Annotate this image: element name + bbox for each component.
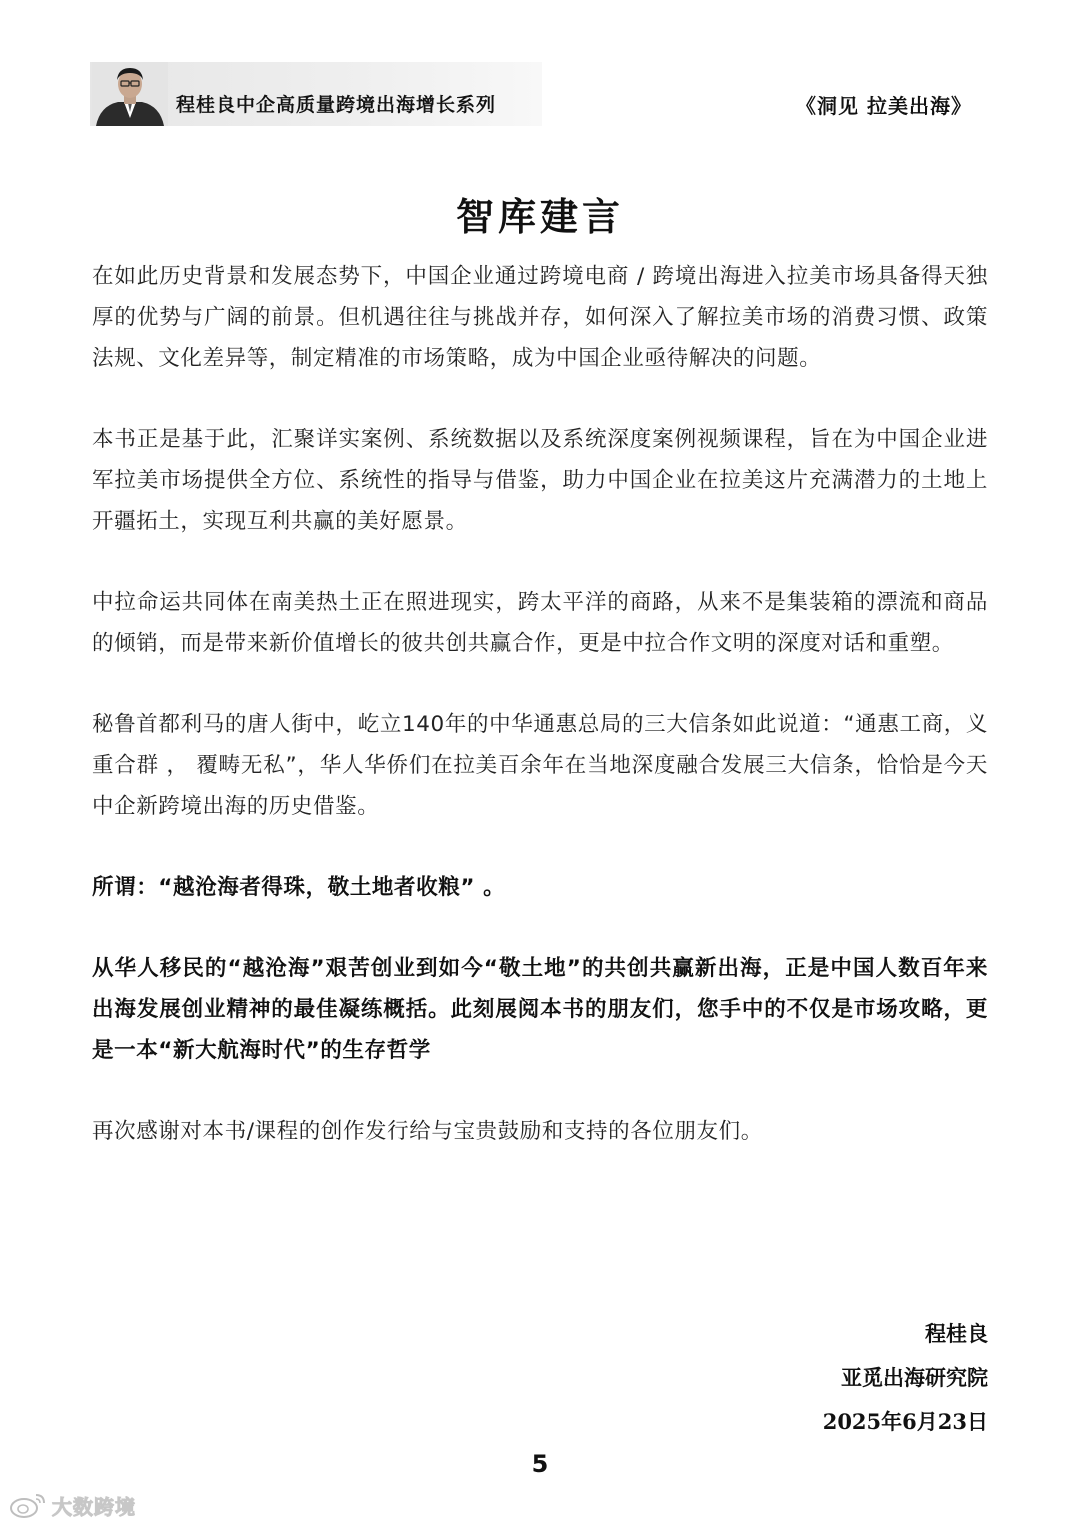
body-text: [92, 256, 988, 1192]
signature-date: 2025年6月23日: [822, 1409, 988, 1434]
paragraph-5-quote: 所谓：“越沧海者得珠，敬土地者收粮” 。: [92, 875, 506, 900]
author-avatar: [92, 62, 168, 126]
book-title: 《洞见 拉美出海》: [796, 94, 972, 118]
signature-name: 程桂良: [925, 1321, 988, 1346]
paragraph-3: 中拉命运共同体在南美热土正在照进现实，跨太平洋的商路，从来不是集装箱的漂流和商品的倾销，而是带来新价值增长的彼共创共赢合作，更是中拉合作文明的深度对话和重塑。: [92, 590, 988, 656]
weibo-logo-icon: [8, 1491, 48, 1519]
signature-organization: 亚觅出海研究院: [841, 1365, 988, 1390]
paragraph-7-thanks: 再次感谢对本书/课程的创作发行给与宝贵鼓励和支持的各位朋友们。: [92, 1119, 763, 1144]
paragraph-1: 在如此历史背景和发展态势下，中国企业通过跨境电商 / 跨境出海进入拉美市场具备得天独厚的优势与广阔的前景。但机遇往往与挑战并存，如何深入了解拉美市场的消费习惯、政策法规、文化差异等，制定精准的市场策略，成为中国企业亟待解决的问题。: [92, 264, 988, 371]
series-title: 程桂良中企高质量跨境出海增长系列: [176, 94, 497, 116]
paragraph-6-summary: 从华人移民的“越沧海”艰苦创业到如今“敬土地”的共创共赢新出海，正是中国人数百年来出海发展创业精神的最佳凝练概括。此刻展阅本书的朋友们，您手中的不仅是市场攻略，更是一本“新大航海时代”的生存哲学: [92, 956, 988, 1063]
watermark-text: 大数跨境: [52, 1494, 136, 1519]
page-number: 5: [531, 1450, 549, 1478]
paragraph-4: 秘鲁首都利马的唐人街中，屹立140年的中华通惠总局的三大信条如此说道：“通惠工商，义重合群 ， 覆畴无私”，华人华侨们在拉美百余年在当地深度融合发展三大信条，恰恰是今天中企新跨境出海的历史借鉴。: [92, 712, 988, 819]
signature-block: [823, 1312, 988, 1444]
author-portrait-icon: [92, 62, 168, 126]
page-title: 智库建言: [455, 194, 624, 239]
paragraph-2: 本书正是基于此，汇聚详实案例、系统数据以及系统深度案例视频课程，旨在为中国企业进军拉美市场提供全方位、系统性的指导与借鉴，助力中国企业在拉美这片充满潜力的土地上开疆拓土，实现互利共赢的美好愿景。: [92, 427, 988, 534]
watermark: [8, 1490, 136, 1520]
